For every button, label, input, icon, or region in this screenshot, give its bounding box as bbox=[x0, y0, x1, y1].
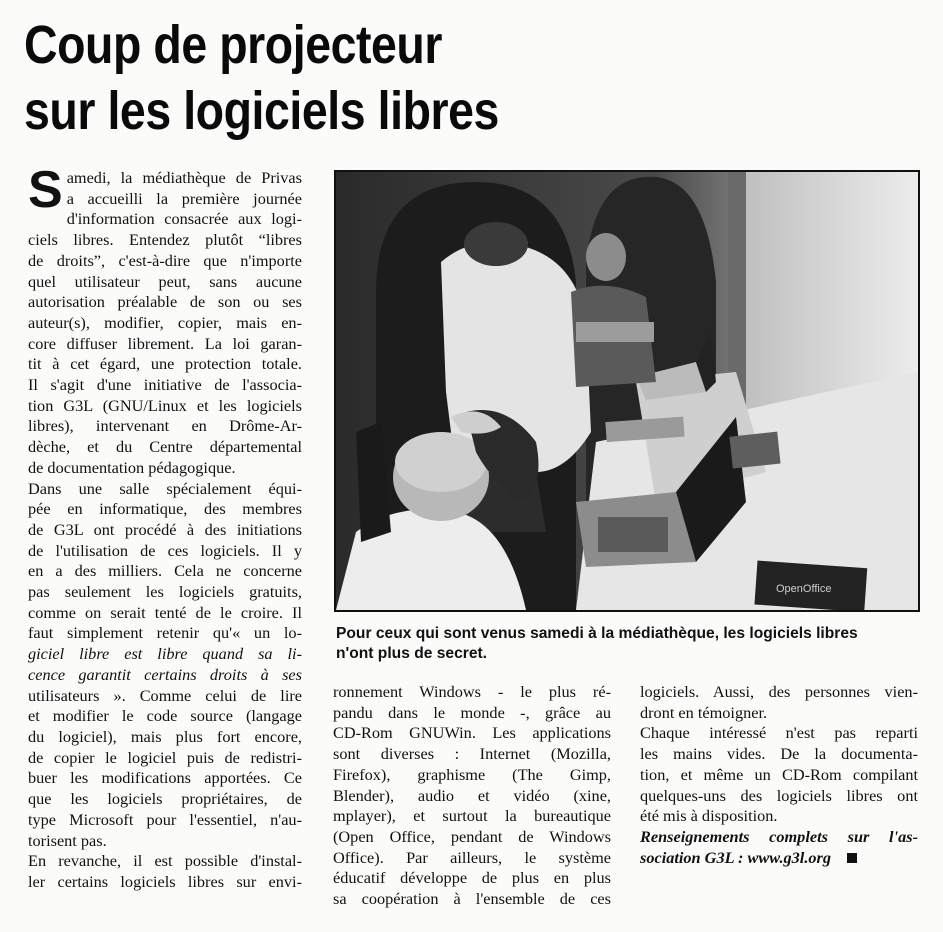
text-line: En revanche, il est possible d'instal- bbox=[28, 851, 302, 871]
text-line: éducatif développe de plus en plus bbox=[333, 868, 611, 888]
text-line: Il s'agit d'une initiative de l'associa- bbox=[28, 375, 302, 395]
photo-caption bbox=[336, 624, 926, 664]
text-line: Blender), audio et vidéo (xine, bbox=[333, 785, 611, 805]
text-line: que les logiciels propriétaires, de bbox=[28, 789, 302, 809]
text-line: de droits”, c'est-à-dire que n'importe bbox=[28, 250, 302, 270]
text-line: (Open Office, pendant de Windows bbox=[333, 826, 611, 846]
article-column-3 bbox=[640, 682, 918, 868]
text-line: pas seulement les logiciels gratuits, bbox=[28, 582, 302, 602]
text-line: logiciels. Aussi, des personnes vien- bbox=[640, 682, 918, 701]
text-line: comme on serait tenté de le croire. Il bbox=[28, 602, 302, 622]
text-line: ciels libres. Entendez plutôt “libres bbox=[28, 230, 302, 250]
text-line: ronnement Windows - le plus ré- bbox=[333, 682, 611, 701]
text-line: mplayer), et surtout la bureautique bbox=[333, 806, 611, 826]
text-line: dèche, et du Centre départemental bbox=[28, 437, 302, 457]
text-line: en a des milliers. Cela ne concerne bbox=[28, 561, 302, 581]
text-line: tit à cet égard, une protection totale. bbox=[28, 354, 302, 374]
text-line: quel utilisateur peut, sans aucune bbox=[28, 271, 302, 291]
text-line: de G3L ont procédé à des initiations bbox=[28, 519, 302, 539]
article-column-1 bbox=[28, 161, 302, 893]
text-line: amedi, la médiathèque de Privas bbox=[66, 168, 302, 187]
drop-cap: S bbox=[28, 161, 63, 219]
text-line: auteur(s), modifier, copier, mais en- bbox=[28, 312, 302, 332]
text-line: tion G3L (GNU/Linux et les logiciels bbox=[28, 395, 302, 415]
text-line: Firefox), graphisme (The Gimp, bbox=[333, 764, 611, 784]
headline-line-2: sur les logiciels libres bbox=[24, 81, 499, 141]
caption-line-2: n'ont plus de secret. bbox=[336, 645, 488, 662]
text-line: cence garantit certains droits à ses bbox=[28, 664, 302, 684]
caption-line-1: Pour ceux qui sont venus samedi à la médiathèque, les logiciels libres bbox=[336, 625, 858, 642]
text-line: torisent pas. bbox=[28, 830, 107, 850]
text-line: faut simplement retenir qu'« un lo- bbox=[28, 623, 302, 643]
article-photo bbox=[334, 170, 920, 612]
info-line-text: sociation G3L : www.g3l.org bbox=[640, 847, 832, 867]
text-line: type Microsoft pour l'essentiel, n'au- bbox=[28, 809, 302, 829]
text-line: tion, et même un CD-Rom compilant bbox=[640, 764, 918, 784]
text-line: libres), intervenant en Drôme-Ar- bbox=[28, 416, 302, 436]
text-line: Office). Par ailleurs, le système bbox=[333, 847, 611, 867]
text-line: du logiciel), mais plus fort encore, bbox=[28, 726, 302, 746]
text-line: dront en témoigner. bbox=[640, 702, 768, 722]
photo-brochure-text: OpenOffice bbox=[776, 583, 832, 595]
text-line: pée en informatique, des membres bbox=[28, 499, 302, 519]
text-line: a accueilli la première journée bbox=[66, 188, 302, 208]
text-line: core diffuser librement. La loi garan- bbox=[28, 333, 302, 353]
text-line: sont diverses : Internet (Mozilla, bbox=[333, 744, 611, 764]
text-line: giciel libre est libre quand sa li- bbox=[28, 644, 302, 664]
text-line: Dans une salle spécialement équi- bbox=[28, 478, 302, 498]
end-mark-icon bbox=[847, 853, 857, 863]
text-line: les mains vides. De la documenta- bbox=[640, 744, 918, 764]
text-line: pandu dans le monde -, grâce au bbox=[333, 702, 611, 722]
article-column-2 bbox=[333, 682, 611, 910]
text-line: d'information consacrée aux logi- bbox=[66, 209, 302, 229]
text-line: CD-Rom GNUWin. Les applications bbox=[333, 723, 611, 743]
text-line: ler certains logiciels libres sur envi- bbox=[28, 871, 302, 891]
text-line: utilisateurs ». Comme celui de lire bbox=[28, 685, 302, 705]
text-line: autorisation préalable de son ou ses bbox=[28, 292, 302, 312]
text-line: de l'utilisation de ces logiciels. Il y bbox=[28, 540, 302, 560]
text-line: buer les modifications apportées. Ce bbox=[28, 768, 302, 788]
headline-line-1: Coup de projecteur bbox=[24, 15, 443, 75]
photo-illustration bbox=[336, 172, 918, 610]
text-line: sa coopération à l'ensemble de ces bbox=[333, 889, 611, 909]
info-line: Renseignements complets sur l'as- bbox=[640, 826, 918, 846]
text-line: de copier le logiciel puis de redistri- bbox=[28, 747, 302, 767]
text-line: Chaque intéressé n'est pas reparti bbox=[640, 723, 918, 743]
text-line: de documentation pédagogique. bbox=[28, 457, 236, 477]
text-line: quelques-uns des logiciels libres ont bbox=[640, 785, 918, 805]
text-line: et modifier le code source (langage bbox=[28, 706, 302, 726]
text-line: été mis à disposition. bbox=[640, 806, 778, 826]
info-line bbox=[640, 848, 918, 869]
headline bbox=[24, 12, 798, 144]
